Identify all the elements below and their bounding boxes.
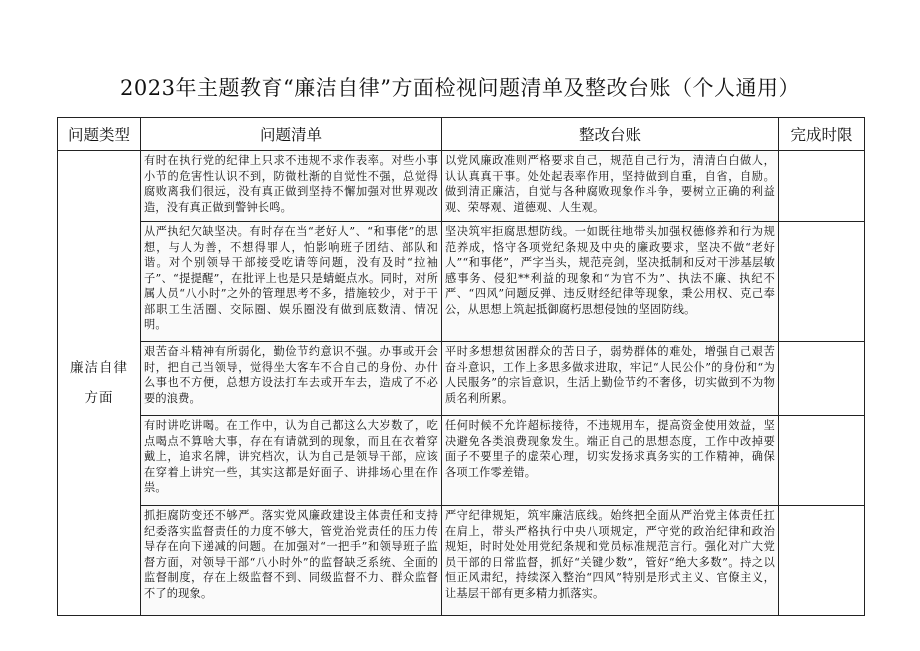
rectification-text: 以党风廉政准则严格要求自己，规范自己行为，清清白白做人，认认真真干事。处处起表率作用，坚持做到自重，自省，自励。做到清正廉洁，自觉与各种腐败现象作斗争，要树立正确的利益观、荣辱观、道德观、人生观。 (445, 154, 775, 214)
deadline-text (779, 342, 864, 346)
problem-text: 抓拒腐防变还不够严。落实党风廉政建设主体责任和支持纪委落实监督责任的力度不够大，管党治党责任的压力传导存在向下递减的问题。在加强对“一把手”和领导班子监督方面，对领导干部“八小时外”的监督缺乏系统、全面的监督制度，存在上级监督不到、同级监督不力、群众监督不了的现象。 (144, 509, 438, 600)
table-row (58, 151, 865, 222)
rectification-text: 平时多想想贫困群众的苦日子，弱势群体的难处，增强自己艰苦奋斗意识，工作上多思多做求进取，牢记“人民公仆”的身份和“为人民服务”的宗旨意识，生活上勤俭节约不奢侈，切实做到不为物质名利所累。 (445, 345, 775, 405)
table-row (58, 506, 865, 616)
table-header-row (58, 118, 865, 151)
problem-text: 从严执纪欠缺坚决。有时存在当“老好人”、“和事佬”的思想，与人为善，不想得罪人，怕影响班子团结、部队和谐。对个别领导干部接受吃请等问题，没有及时“拉袖子”、“提提醒”，在批评上也是只是蜻蜓点水。同时，对所属人员“八小时”之外的管理思考不多，措施较少，对于干部职工生活圈、交际圈、娱乐圈没有做到底数清、情况明。 (144, 225, 438, 331)
rectification-text: 坚决筑牢拒腐思想防线。一如既往地带头加强权德修养和行为规范养成，恪守各项党纪条规及中央的廉政要求，坚决不做“老好人”“和事佬”，严字当头，规范亮剑，坚决抵制和反对干涉基层敏感事务、侵犯**利益的现象和“为官不为”、执法不廉、执纪不严、“四风”问题反弹、违反财经纪律等现象，秉公用权、克己奉公，从思想上筑起抵御腐朽思想侵蚀的坚固防线。 (445, 225, 775, 316)
table-row (58, 342, 865, 416)
header-category: 问题类型 (58, 118, 141, 151)
deadline-text (779, 151, 864, 155)
document-title: 2023年主题教育“廉洁自律”方面检视问题清单及整改台账（个人通用） (120, 76, 800, 100)
rectification-ledger-table (57, 117, 865, 616)
table-row (58, 222, 865, 342)
header-problems: 问题清单 (141, 118, 442, 151)
header-deadline: 完成时限 (779, 118, 865, 151)
problem-text: 艰苦奋斗精神有所弱化，勤俭节约意识不强。办事或开会时，把自己当领导，觉得坐大客车不合自己的身份、办什么事也不方便，总想方设法打车去或开车去，造成了不必要的浪费。 (144, 345, 438, 405)
deadline-text (779, 222, 864, 226)
category-line-2: 方面 (84, 390, 114, 406)
problem-text: 有时在执行党的纪律上只求不违规不求作表率。对些小事小节的危害性认识不到，防微杜渐的自觉性不强，总觉得腐败离我们很远，没有真正做到坚持不懈加强对世界观改造，没有真正做到警钟长鸣。 (144, 154, 438, 214)
rectification-text: 严守纪律规矩，筑牢廉洁底线。始终把全面从严治党主体责任扛在肩上，带头严格执行中央八项规定，严守党的政治纪律和政治规矩，时时处处用党纪条规和党员标准规范言行。强化对广大党员干部的日常监督，抓好“关键少数”，管好“绝大多数”。持之以恒正风肃纪，持续深入整治“四风”特别是形式主义、官僚主义，让基层干部有更多精力抓落实。 (445, 509, 775, 600)
deadline-text (779, 416, 864, 420)
header-rectification: 整改台账 (442, 118, 779, 151)
category-cell (58, 151, 141, 616)
rectification-text: 任何时候不允许超标接待，不违规用车，提高资金使用效益，坚决避免各类浪费现象发生。端正自己的思想态度，工作中改掉要面子不要里子的虚荣心理，切实发扬求真务实的工作精神，确保各项工作零差错。 (445, 419, 775, 479)
category-line-1: 廉洁自律 (70, 360, 128, 376)
deadline-text (779, 506, 864, 510)
table-row (58, 416, 865, 506)
problem-text: 有时讲吃讲喝。在工作中，认为自己都这么大岁数了，吃点喝点不算啥大事，存在有请就到的现象，而且在衣着穿戴上，追求名牌，讲究档次，认为自己是领导干部，应该在穿着上讲究一些，其实这都是好面子、讲排场心里在作祟。 (144, 419, 438, 494)
